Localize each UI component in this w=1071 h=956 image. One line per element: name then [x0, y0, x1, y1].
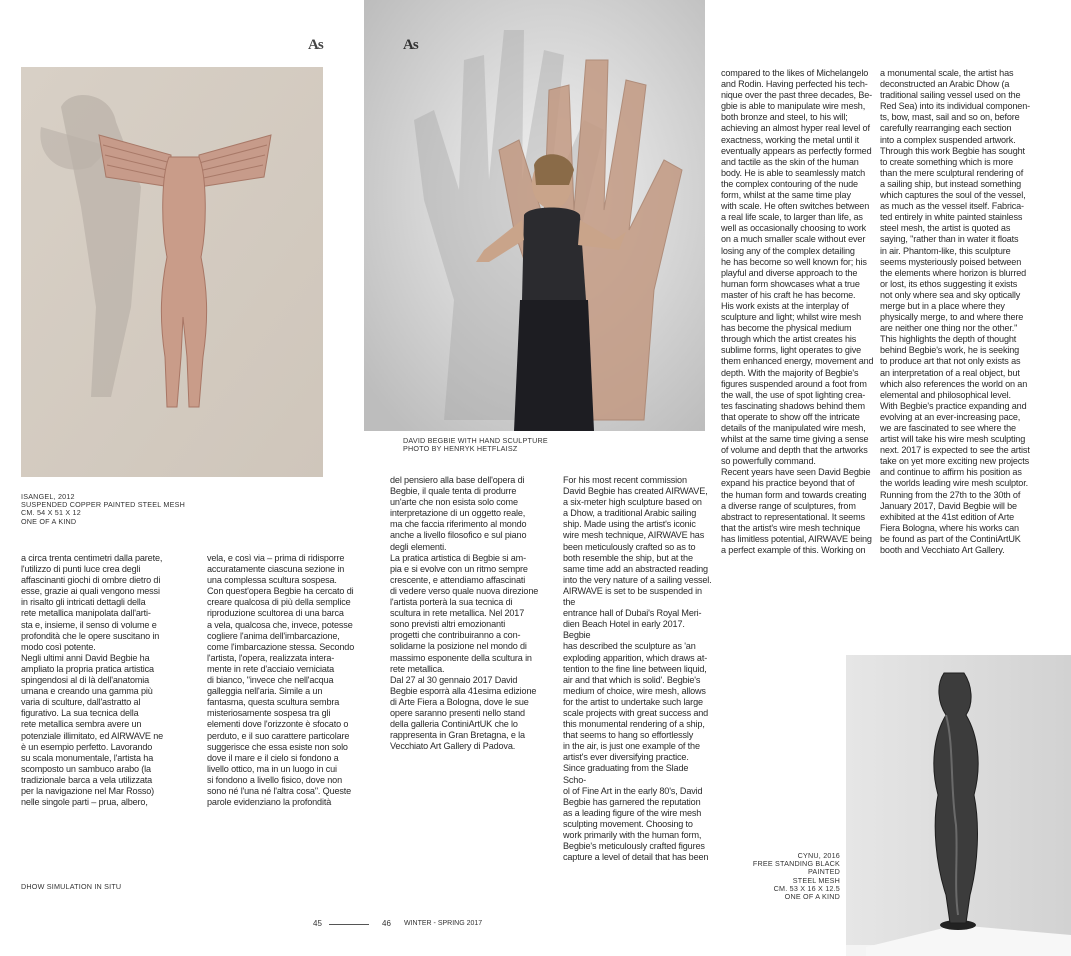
magazine-logo-right: As — [403, 37, 418, 53]
magazine-logo-left: As — [308, 37, 323, 53]
cynu-caption — [726, 852, 840, 901]
issue-label: WINTER - SPRING 2017 — [404, 920, 483, 927]
english-column-3 — [880, 68, 1052, 556]
page-number-left: 45 — [313, 919, 322, 928]
english-paragraph: For his most recent commission David Begbie has created AIRWAVE, a six-meter high sculpture based on a Dhow, a traditional Arabic sailing ship. Made using the artist's iconic wire mesh technique, AIRWAVE has been meticulously crafted so as to both resemble the ship, but at the same time add an abstracted reading into the very nature of a sailing vessel. AIRWAVE is set to be suspended in the entrance hall of Dubai's Royal Meri- dien Beach Hotel in early 2017. Begbie has described the sculpture as 'an exploding apparition, which draws at- tention to the fine line between liquid, air and that which is solid'. Begbie's medium of choice, wire mesh, allows for the artist to undertake such large scale projects with great success and this monumental rendering of a ship, that seems to hang so effortlessly in the air, is just one example of the artist's ever diversifying practice. Since graduating from the Slade Scho- ol of Fine Art in the early 80's, David Begbie has garnered the reputation as a leading figure of the wire mesh sculpting movement. Choosing to work primarily with the human form, Begbie's meticulously crafted figures capture a level of detail that has been — [563, 475, 712, 863]
english-paragraph: compared to the likes of Michelangelo and Rodin. Having perfected his tech- nique over the past three decades, Be- gbie is able to manipulate wire mesh, both bronze and steel, to his will; achieving an almost hyper real level of exactness, working the metal until it eventually appears as perfectly formed and tactile as the skin of the human body. He is able to seamlessly match the complex contouring of the nude form, whilst at the same time play with scale. He often switches between a real life scale, to larger than life, as well as occasionally choosing to work on a much smaller scale without ever losing any of the complex detailing he has become so well known for; his playful and diverse approach to the human form showcases what a true master of his craft he has become. His work exists at the interplay of sculpture and light; whilst wire mesh has become the physical medium through which the artist creates his sublime forms, light operates to give them enhanced energy, movement and depth. With the majority of Begbie's figures suspended around a foot from the wall, the use of spot lighting crea- tes fascinating shadows behind them that operate to show off the intricate details of the manipulated wire mesh, whilst at the same time giving a sense of volume and depth that the artworks so powerfully command. Recent years have seen David Begbie expand his practice beyond that of the human form and towards creating a diverse range of sculptures, from abstract to representational. It seems that the artist's wire mesh technique has limitless potential, AIRWAVE being a perfect example of this. Working on — [721, 68, 874, 556]
cynu-caption-line: CM. 53 X 16 X 12.5 — [773, 883, 840, 893]
english-paragraph: a monumental scale, the artist has deconstructed an Arabic Dhow (a traditional sailing vessel used on the Red Sea) into its individual componen- ts, bow, mast, sail and so on, before carefully rearranging each section into a complex suspended artwork. Through this work Begbie has sought to create something which is more than the mere sculptural rendering of a sailing ship, but instead something which captures the soul of the vessel, as much as the vessel itself. Fabrica- ted entirely in white painted stainless steel mesh, the artist is quoted as saying, "rather than in water it floats in air. Phantom-like, this sculpture seems mysteriously poised between the elements where horizon is blurred or lost, its ethos suggesting it exists not only where sea and sky optically merge but in a place where they physically merge, to and where there are neither one thing nor the other." This highlights the depth of thought behind Begbie's work, he is seeking to produce art that not only exists as an interpretation of a real object, but which also references the world on an elemental and philosophical level. With Begbie's practice expanding and evolving at an ever-increasing pace, we are fascinated to see where the artist will take his wire mesh sculpting next. 2017 is expected to see the artist take on yet more exciting new projects and continue to affirm his position as the worlds leading wire mesh sculptor. Running from the 27th to the 30th of January 2017, David Begbie will be exhibited at the 41st edition of Arte Fiera Bologna, where his works can be found as part of the ContiniArtUK booth and Vecchiato Art Gallery. — [880, 68, 1030, 556]
italian-paragraph: a circa trenta centimetri dalla parete, l'utilizzo di punti luce crea degli affascinanti giochi di ombre dietro di esse, grazie ai quali vengono messi in risalto gli intricati dettagli della rete metallica manipolata dall'arti- sta e, insieme, il senso di volume e profondità che le opere suscitano in modo così potente. Negli ultimi anni David Begbie ha ampliato la propria pratica artistica spingendosi al di là dell'anatomia umana e creando una gamma più varia di sculture, dall'astratto al figurativo. La sua tecnica della rete metallica sembra avere un potenziale illimitato, ed AIRWAVE ne è un esempio perfetto. Lavorando su scala monumentale, l'artista ha scomposto un sambuco arabo (la tradizionale barca a vela utilizzata per la navigazione nel Mar Rosso) nelle singole parti – prua, albero, — [21, 553, 164, 808]
hand-caption-line: DAVID BEGBIE WITH HAND SCULPTURE — [403, 436, 548, 445]
english-column-2 — [721, 68, 876, 556]
cynu-caption-line: CYNU, 2016 — [797, 851, 840, 860]
dhow-caption: DHOW SIMULATION IN SITU — [21, 882, 122, 891]
cynu-caption-line: FREE STANDING BLACK PAINTED — [752, 859, 840, 877]
italian-paragraph: vela, e così via – prima di ridisporre accuratamente ciascuna sezione in una complessa scultura sospesa. Con quest'opera Begbie ha cercato di creare qualcosa di più della semplice riproduzione scultorea di una barca a vela, qualcosa che, invece, potesse cogliere l'anima dell'imbarcazione, come l'imbarcazione stessa. Secondo l'artista, l'opera, realizzata intera- mente in rete d'acciaio verniciata di bianco, "invece che nell'acqua galleggia nell'aria. Simile a un fantasma, questa scultura sembra misteriosamente sospesa tra gli elementi dove l'orizzonte è sfocato o perduto, e il suo carattere particolare suggerisce che essa esiste non solo dove il mare e il cielo si fondono a livello ottico, ma in un luogo in cui si fondono a livello fisico, dove non sono né l'una né l'altra cosa". Queste parole evidenziano la profondità — [207, 553, 355, 808]
isangel-photo — [21, 67, 323, 477]
italian-column-3 — [390, 475, 550, 752]
isangel-caption-line: CM. 54 X 51 X 12 — [21, 508, 81, 518]
cynu-photo — [846, 655, 1071, 956]
hand-sculpture-photo — [364, 0, 705, 431]
page-number-right: 46 — [382, 919, 391, 928]
english-column-1 — [563, 475, 713, 863]
cynu-caption-line: ONE OF A KIND — [784, 892, 840, 902]
italian-paragraph: del pensiero alla base dell'opera di Begbie, il quale tenta di produrre un'arte che non esista solo come interpretazione di un oggetto reale, ma che faccia riferimento al mondo anche a livello filosofico e sul piano degli elementi. La pratica artistica di Begbie si am- pia e si evolve con un ritmo sempre crescente, e attendiamo affascinati di vedere verso quale nuova direzione l'artista porterà la sua tecnica di scultura in rete metallica. Nel 2017 sono previsti altri emozionanti progetti che contribuiranno a con- solidarne la posizione nel mondo di massimo esponente della scultura in rete metallica. Dal 27 al 30 gennaio 2017 David Begbie esporrà alla 41esima edizione di Arte Fiera a Bologna, dove le sue opere saranno presenti nello stand della galleria ContiniArtUK che lo rappresenta in Gran Bretagna, e la Vecchiato Art Gallery di Padova. — [390, 475, 539, 752]
isangel-caption-line: SUSPENDED COPPER PAINTED STEEL MESH — [21, 500, 185, 510]
isangel-caption — [21, 493, 185, 526]
italian-column-1 — [21, 553, 191, 808]
hand-caption-line: PHOTO BY HENRYK HETFLAISZ — [403, 444, 518, 454]
folio-divider — [329, 924, 369, 925]
cynu-caption-line: STEEL MESH — [792, 875, 840, 885]
isangel-caption-line: ONE OF A KIND — [21, 516, 77, 526]
hand-caption — [403, 437, 548, 453]
isangel-caption-line: ISANGEL, 2012 — [21, 492, 75, 501]
italian-column-2 — [207, 553, 369, 808]
